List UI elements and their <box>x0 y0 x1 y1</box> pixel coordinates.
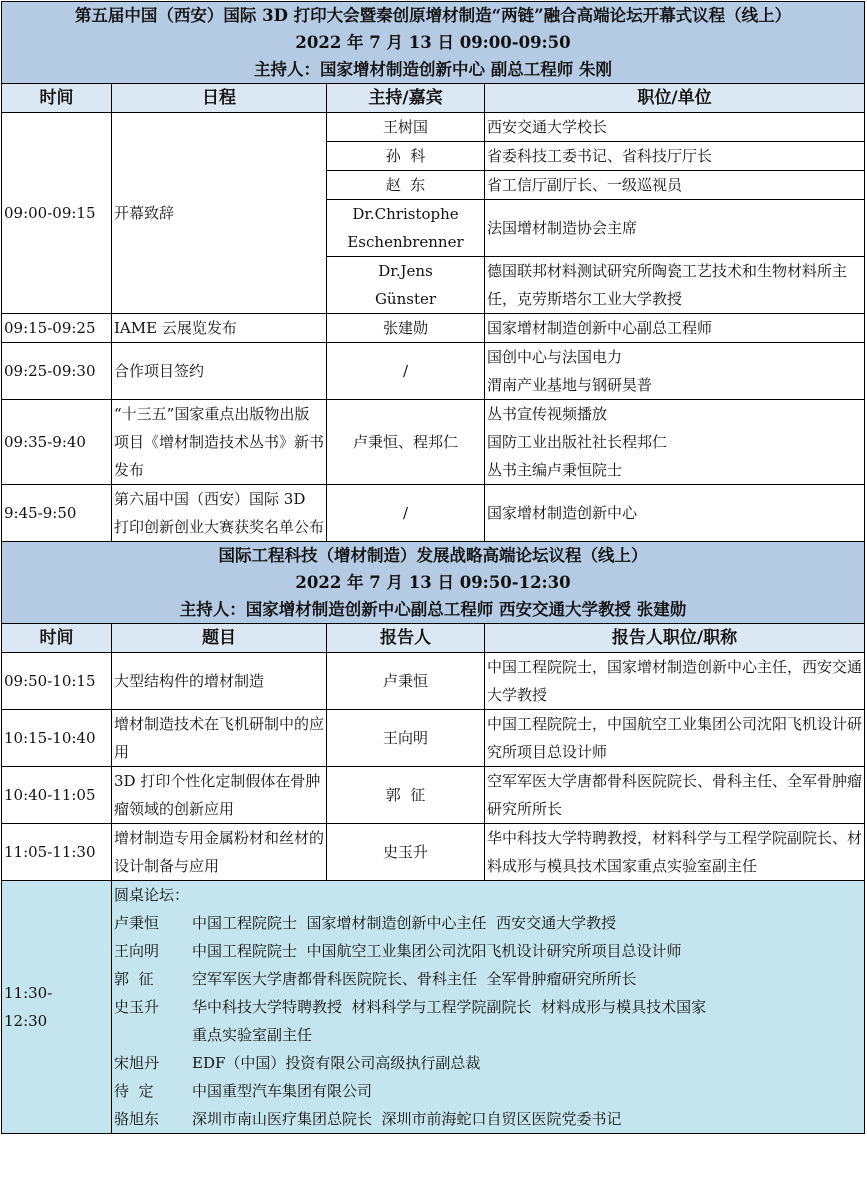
guest-position: 法国增材制造协会主席 <box>485 200 865 257</box>
roundtable-content <box>112 881 865 1134</box>
table-row <box>2 400 865 485</box>
row-topic: 增材制造技术在飞机研制中的应用 <box>112 710 327 767</box>
forum-header <box>2 542 865 624</box>
speaker-position: 中国工程院院士，中国航空工业集团公司沈阳飞机设计研究所项目总设计师 <box>485 710 865 767</box>
guest-position: 国家增材制造创新中心 <box>485 485 865 542</box>
forum-host: 主持人：国家增材制造创新中心副总工程师 西安交通大学教授 张建勋 <box>179 600 687 619</box>
opening-host: 主持人：国家增材制造创新中心 副总工程师 朱刚 <box>254 60 612 79</box>
panelist-desc: 重点实验室副主任 <box>192 1026 313 1044</box>
guest-position: 省工信厅副厅长、一级巡视员 <box>485 171 865 200</box>
panelist-desc: 中国工程院院士 国家增材制造创新中心主任 西安交通大学教授 <box>192 914 617 932</box>
panelist-item <box>114 1077 862 1105</box>
table-row <box>2 710 865 767</box>
guest-name: / <box>327 343 485 400</box>
speaker-name: 郭 征 <box>327 767 485 824</box>
panelist-name: 卢秉恒 <box>114 914 160 932</box>
guest-name: 卢秉恒、程邦仁 <box>327 400 485 485</box>
row-time: 09:15-09:25 <box>2 314 112 343</box>
col-header-speaker: 报告人 <box>327 624 485 653</box>
opening-header <box>2 2 865 84</box>
guest-position: 西安交通大学校长 <box>485 113 865 142</box>
panelist-item <box>114 965 862 993</box>
col-header-guest: 主持/嘉宾 <box>327 84 485 113</box>
speaker-position: 空军军医大学唐都骨科医院院长、骨科主任、全军骨肿瘤研究所所长 <box>485 767 865 824</box>
panelist-name: 王向明 <box>114 942 160 960</box>
col-header-time: 时间 <box>2 84 112 113</box>
panelist-name: 郭 征 <box>114 970 154 988</box>
roundtable-row <box>2 881 865 1134</box>
speaker-name: 卢秉恒 <box>327 653 485 710</box>
table-row <box>2 824 865 881</box>
speaker-position: 中国工程院院士，国家增材制造创新中心主任，西安交通大学教授 <box>485 653 865 710</box>
guest-name: 赵 东 <box>327 171 485 200</box>
row-time: 11:05-11:30 <box>2 824 112 881</box>
row-item: “十三五”国家重点出版物出版项目《增材制造技术丛书》新书发布 <box>112 400 327 485</box>
guest-position: 省委科技工委书记、省科技厅厅长 <box>485 142 865 171</box>
opening-column-headers <box>2 84 865 113</box>
panelist-item <box>114 993 862 1021</box>
panelist-list <box>114 909 862 1133</box>
row-topic: 3D 打印个性化定制假体在骨肿瘤领域的创新应用 <box>112 767 327 824</box>
forum-date: 2022 年 7 月 13 日 09:50-12:30 <box>295 573 571 592</box>
panelist-desc: 深圳市南山医疗集团总院长 深圳市前海蛇口自贸区医院党委书记 <box>192 1110 622 1128</box>
row-time: 09:50-10:15 <box>2 653 112 710</box>
row-topic: 增材制造专用金属粉材和丝材的设计制备与应用 <box>112 824 327 881</box>
speaker-name: 王向明 <box>327 710 485 767</box>
guest-position: 丛书宣传视频播放 国防工业出版社社长程邦仁 丛书主编卢秉恒院士 <box>485 400 865 485</box>
row-item: 合作项目签约 <box>112 343 327 400</box>
row-item: 第六届中国（西安）国际 3D 打印创新创业大赛获奖名单公布 <box>112 485 327 542</box>
row-time: 09:25-09:30 <box>2 343 112 400</box>
guest-name: / <box>327 485 485 542</box>
panelist-desc: 中国重型汽车集团有限公司 <box>192 1082 373 1100</box>
col-header-position: 职位/单位 <box>485 84 865 113</box>
panelist-desc: 华中科技大学特聘教授 材料科学与工程学院副院长 材料成形与模具技术国家 <box>192 998 707 1016</box>
row-time: 10:40-11:05 <box>2 767 112 824</box>
panelist-item <box>114 1105 862 1133</box>
panelist-item <box>114 937 862 965</box>
roundtable-time: 11:30- 12:30 <box>2 881 112 1134</box>
row-time: 10:15-10:40 <box>2 710 112 767</box>
panelist-item <box>114 1021 862 1049</box>
guest-position: 国创中心与法国电力 渭南产业基地与钢研昊普 <box>485 343 865 400</box>
row-item: IAME 云展览发布 <box>112 314 327 343</box>
panelist-name: 待 定 <box>114 1082 154 1100</box>
col-header-speaker-position: 报告人职位/职称 <box>485 624 865 653</box>
opening-title: 第五届中国（西安）国际 3D 打印大会暨秦创原增材制造“两链”融合高端论坛开幕式议程（线上） <box>74 6 792 25</box>
speaker-position: 华中科技大学特聘教授，材料科学与工程学院副院长、材料成形与模具技术国家重点实验室副主任 <box>485 824 865 881</box>
row-item: 开幕致辞 <box>112 113 327 314</box>
table-row <box>2 314 865 343</box>
guest-name: Dr.Christophe Eschenbrenner <box>327 200 485 257</box>
row-topic: 大型结构件的增材制造 <box>112 653 327 710</box>
forum-column-headers <box>2 624 865 653</box>
col-header-schedule: 日程 <box>112 84 327 113</box>
table-row <box>2 343 865 400</box>
panelist-name: 史玉升 <box>114 998 160 1016</box>
panelist-desc: 中国工程院院士 中国航空工业集团公司沈阳飞机设计研究所项目总设计师 <box>192 942 682 960</box>
panelist-name: 宋旭丹 <box>114 1054 160 1072</box>
panelist-name: 骆旭东 <box>114 1110 160 1128</box>
panelist-item <box>114 1049 862 1077</box>
row-time: 9:45-9:50 <box>2 485 112 542</box>
panelist-desc: 空军军医大学唐都骨科医院院长、骨科主任 全军骨肿瘤研究所所长 <box>192 970 637 988</box>
guest-name: 王树国 <box>327 113 485 142</box>
guest-position: 德国联邦材料测试研究所陶瓷工艺技术和生物材料所主任，克劳斯塔尔工业大学教授 <box>485 257 865 314</box>
table-row <box>2 113 865 142</box>
row-time: 09:35-9:40 <box>2 400 112 485</box>
guest-name: Dr.Jens Günster <box>327 257 485 314</box>
guest-position: 国家增材制造创新中心副总工程师 <box>485 314 865 343</box>
forum-title: 国际工程科技（增材制造）发展战略高端论坛议程（线上） <box>218 546 648 565</box>
panelist-desc: EDF（中国）投资有限公司高级执行副总裁 <box>192 1054 481 1072</box>
table-row <box>2 653 865 710</box>
roundtable-heading: 圆桌论坛： <box>114 886 190 904</box>
guest-name: 孙 科 <box>327 142 485 171</box>
col-header-time: 时间 <box>2 624 112 653</box>
speaker-name: 史玉升 <box>327 824 485 881</box>
row-time: 09:00-09:15 <box>2 113 112 314</box>
panelist-item <box>114 909 862 937</box>
col-header-topic: 题目 <box>112 624 327 653</box>
opening-date: 2022 年 7 月 13 日 09:00-09:50 <box>295 33 571 52</box>
table-row <box>2 767 865 824</box>
agenda-table <box>1 1 865 1134</box>
guest-name: 张建勋 <box>327 314 485 343</box>
table-row <box>2 485 865 542</box>
